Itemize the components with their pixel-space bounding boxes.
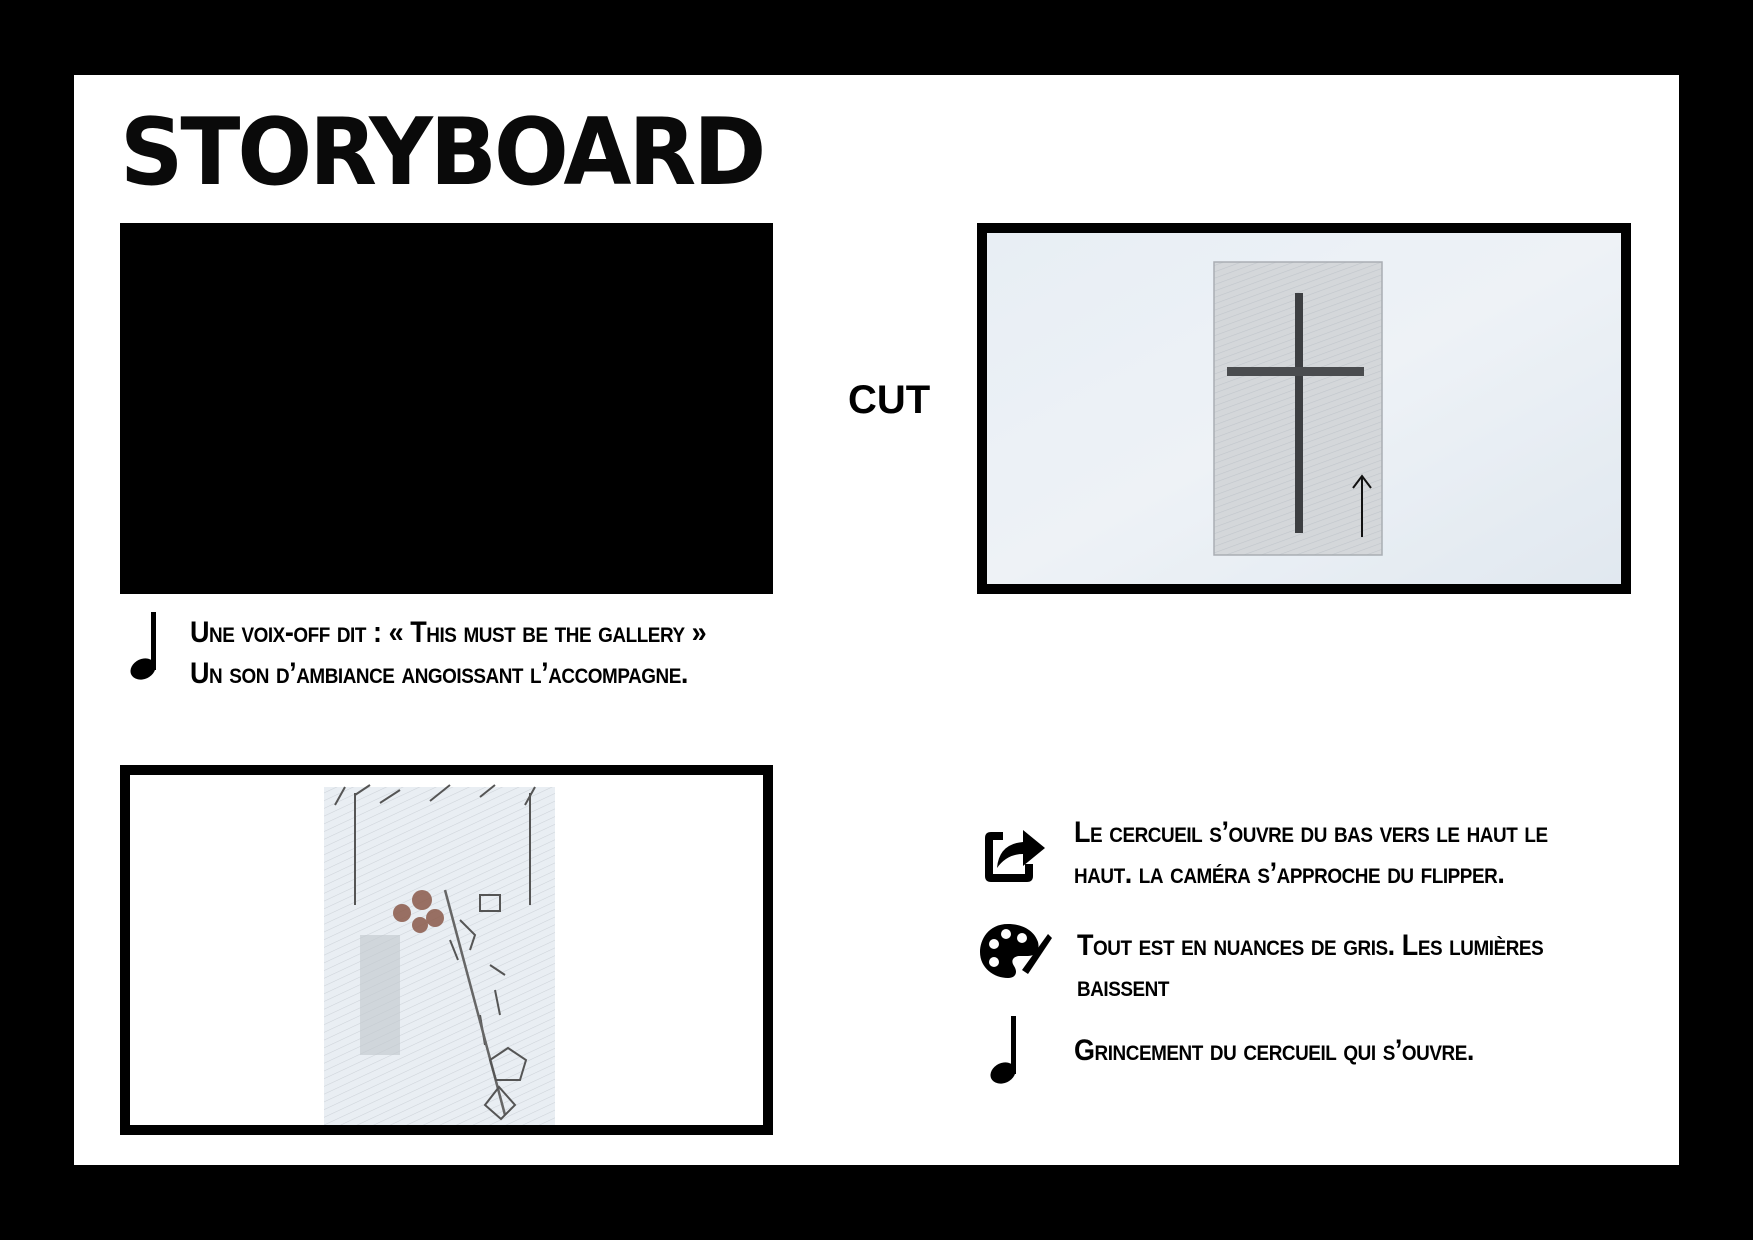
panel1-caption-line: Un son d’ambiance angoissant l’accompagne. (190, 657, 688, 690)
color-note-line: Tout est en nuances de gris. Les lumières (1077, 929, 1544, 962)
color-note (1077, 925, 1543, 1007)
sound-note (1074, 1030, 1474, 1071)
panel1-caption-line: Une voix-off dit : « This must be the gallery » (190, 616, 707, 649)
panel-black-frame (120, 223, 773, 594)
color-note-line: baissent (1077, 970, 1169, 1003)
camera-note (1074, 812, 1548, 894)
palette-icon (978, 920, 1054, 982)
share-arrow-icon (979, 818, 1051, 884)
coffin-sketch (987, 233, 1621, 584)
transition-label: CUT (848, 378, 931, 422)
camera-note-line: haut. la caméra s’approche du flipper. (1074, 857, 1505, 890)
camera-note-line: Le cercueil s’ouvre du bas vers le haut le (1074, 816, 1548, 849)
pinball-sketch (130, 775, 763, 1125)
panel-coffin-frame (977, 223, 1631, 594)
music-note-icon (128, 610, 164, 682)
page-title: STORYBOARD (120, 97, 764, 207)
sound-note-line: Grincement du cercueil qui s’ouvre. (1074, 1034, 1474, 1067)
panel-pinball-frame (120, 765, 773, 1135)
music-note-icon (988, 1014, 1024, 1086)
panel1-caption (190, 612, 706, 694)
